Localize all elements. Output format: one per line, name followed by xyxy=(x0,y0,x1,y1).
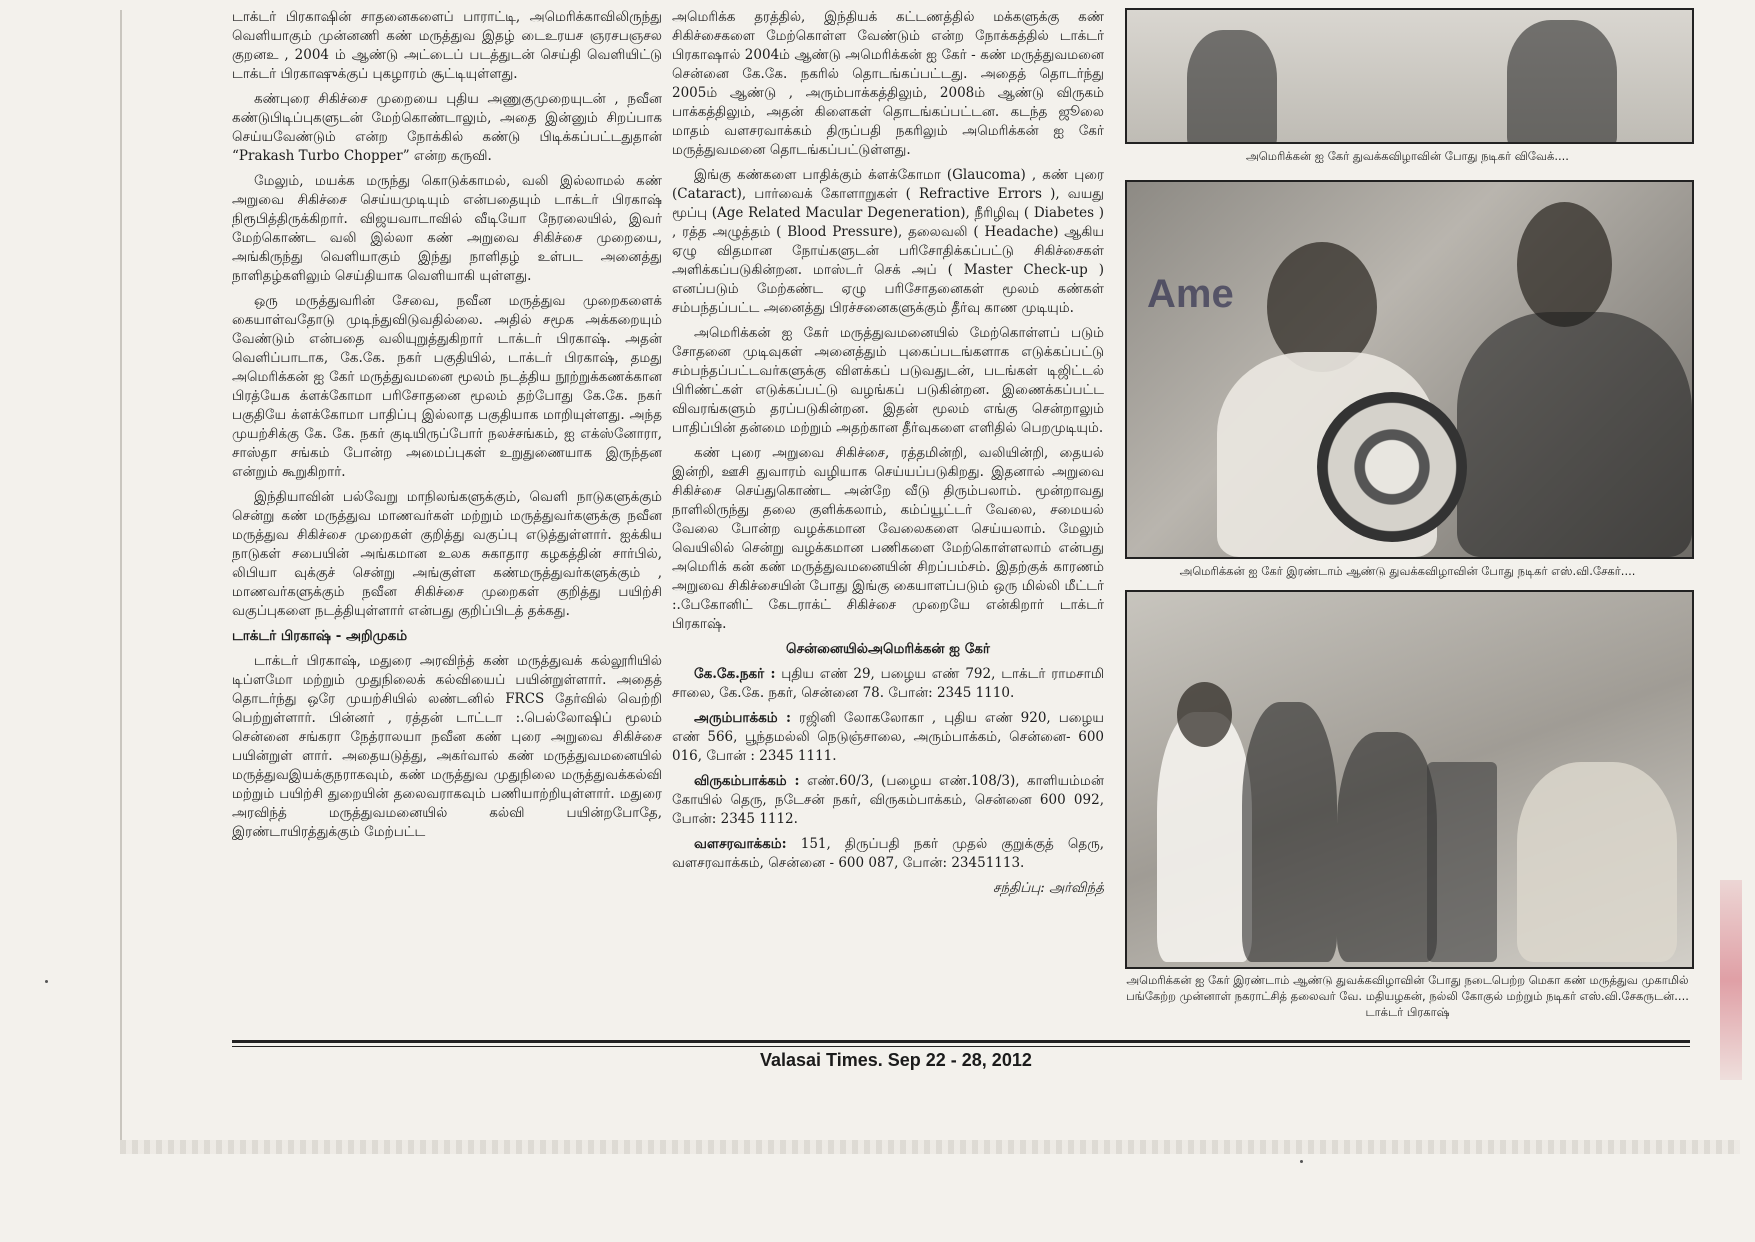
article-column-2 xyxy=(672,8,1104,1018)
scan-side-stain xyxy=(1720,880,1742,1080)
person-silhouette xyxy=(1507,20,1617,144)
paragraph: அமெரிக்கன் ஐ கேர் மருத்துவமனையில் மேற்கொள்ளப் படும் சோதனை முடிவுகள் அனைத்தும் புகைப்படங்களாக எடுக்கப்பட்டு சம்பந்தப்பட்டவர்களுக்கு விளக்கப் படுவதுடன், படங்கள் டிஜிட்டல் பிரிண்ட்கள் எடுக்கப்பட்டு வழங்கப் படுகின்றன. இணைக்கப்பட்ட விவரங்களும் தரப்படுகின்றன. இதன் மூலம் எங்கு சென்றாலும் பாதிப்பின் தன்மை மற்றும் அதற்கான தீர்வுகளை எளிதில் பெறமுடியும். xyxy=(672,325,1104,436)
address-valasaravakkam xyxy=(672,835,1104,873)
article-column-1 xyxy=(232,8,662,1028)
address-text: எண்.60/3, (பழைய எண்.108/3), காளியம்மன் கோயில் தெரு, நடேசன் நகர், விருகம்பாக்கம், சென்னை 600 092, போன்: 2345 1112. xyxy=(672,773,1104,827)
photo-second-anniversary-sv-sekar xyxy=(1125,180,1694,559)
photo-caption: அமெரிக்கன் ஐ கேர் இரண்டாம் ஆண்டு துவக்கவிழாவின் போது நடைபெற்ற மெகா கண் மருத்துவ முகாமில் பங்கேற்ற முன்னாள் நகராட்சித் தலைவர் வே. மதியழகன், நல்லி கோகுல் மற்றும் நடிகர் எஸ்.வி.சேகருடன்.... டாக்டர் பிரகாஷ் xyxy=(1126,973,1689,1019)
scan-left-edge xyxy=(120,10,122,1140)
paragraph: டாக்டர் பிரகாஷின் சாதனைகளைப் பாராட்டி, அமெரிக்காவிலிருந்து வெளியாகும் முன்னணி கண் மருத்துவ இதழ் டைஉரயச ஞரசபஞசல குறனஉ , 2004 ம் ஆண்டு அட்டைப் படத்துடன் செய்தி வெளியிட்டு டாக்டர் பிரகாஷுக்குப் புகழாரம் சூட்டியுள்ளது. xyxy=(232,9,662,82)
photo-inauguration-vivek xyxy=(1125,8,1694,144)
paragraph: இந்தியாவின் பல்வேறு மாநிலங்களுக்கும், வெளி நாடுகளுக்கும் சென்று கண் மருத்துவ மாணவர்கள் மற்றும் மருத்துவர்களுக்கு நவீன மருத்துவ சிகிச்சை முறைகள் குறித்து வகுப்பு எடுத்துள்ளார். ஐக்கிய நாடுகள் சபையின் அங்கமான உலக சுகாதார கழகத்தின் சார்பில், லிபியா வுக்குச் சென்று அங்குள்ள கண்மருத்துவர்களுக்கும் , மாணவர்களுக்கும் நவீன சிகிச்சை முறைகள் குறித்து பயிற்சி வகுப்புகளை நடத்தியுள்ளார் என்பது குறிப்பிடத் தக்கது. xyxy=(232,489,662,619)
paragraph: கண் புரை அறுவை சிகிச்சை, ரத்தமின்றி, வலியின்றி, தையல் இன்றி, ஊசி துவாரம் வழியாக செய்யப்படுகிறது. இதனால் அறுவை சிகிச்சை செய்துகொண்ட அன்றே வீடு திரும்பலாம். மூன்றாவது நாளிலிருந்து தலை குளிக்கலாம், கம்ப்யூட்டர் வேலை, சமையல் வேலை போன்ற வழக்கமான வேலைகளை செய்யலாம். மேலும் வெயிலில் சென்று வழக்கமான பணிகளை மேற்கொள்ளலாம் என்பது அமெரிக் கன் கண் மருத்துவமனையின் சிறப்பம்சம். இதற்குக் காரணம் அறுவை சிகிச்சையின் போது இங்கு கையாளப்படும் ஒரு மில்லி மீட்டர் :.பேகோனிட் கேடராக்ட் சிகிச்சை முறையே என்கிறார் டாக்டர் பிரகாஷ். xyxy=(672,445,1104,632)
paragraph: டாக்டர் பிரகாஷ், மதுரை அரவிந்த் கண் மருத்துவக் கல்லூரியில் டிப்ளமோ மற்றும் முதுநிலைக் கல்வியைப் பயின்றுள்ளார். அதைத் தொடர்ந்து ஒரே முயற்சியில் லண்டனில் FRCS தேர்வில் வெற்றி பெற்றுள்ளார். பின்னர் , ரத்தன் டாட்டா :.பெல்லோஷிப் மூலம் சென்னை சங்கரா நேத்ராலயா நவீன கண் புரை அறுவை சிகிச்சை பயின்றுள் ளார். அதையடுத்து, அகர்வால் கண் மருத்துவமனையில் மருத்துவஇயக்குநராகவும், கண் மருத்துவ முதுநிலை மருத்துவக்கல்வி மற்றும் பயிற்சி துறையின் தலைவராகவும் பணியாற்றியுள்ளார். மதுரை அரவிந்த் மருத்துவமனையில் கல்வி பயின்றபோதே, இரண்டாயிரத்துக்கும் மேற்பட்ட xyxy=(232,653,662,840)
newspaper-footer: Valasai Times. Sep 22 - 28, 2012 xyxy=(760,1050,1032,1070)
address-virugambakkam xyxy=(672,772,1104,829)
address-kk-nagar xyxy=(672,665,1104,703)
paragraph: அமெரிக்க தரத்தில், இந்தியக் கட்டணத்தில் மக்களுக்கு கண் சிகிச்சைகளை மேற்கொள்ள வேண்டும் என்ற நோக்கத்தில் டாக்டர் பிரகாஷால் 2004ம் ஆண்டு அமெரிக்கன் ஐ கேர் - கண் மருத்துவமனை சென்னை கே.கே. நகரில் தொடங்கப்பட்டது. அதைத் தொடர்ந்து 2005ம் ஆண்டு , அரும்பாக்கத்திலும், 2008ம் ஆண்டு விருகம் பாக்கத்திலும், அதன் கிளைகள் தொடங்கப்பட்டன. கடந்த ஜூலை மாதம் வளசரவாக்கம் திருப்பதி நகரிலும் அமெரிக்கன் ஐ கேர் மருத்துவமனை தொடங்கப்பட்டுள்ளது. xyxy=(672,9,1104,158)
person-silhouette xyxy=(1157,712,1252,962)
address-label: விருகம்பாக்கம் : xyxy=(694,773,800,789)
award-plaque xyxy=(1317,392,1467,542)
byline: சந்திப்பு: அர்விந்த் xyxy=(993,880,1104,896)
address-label: அரும்பாக்கம் : xyxy=(694,710,792,726)
footer-rule xyxy=(232,1040,1690,1043)
paragraph: மேலும், மயக்க மருந்து கொடுக்காமல், வலி இல்லாமல் கண் அறுவை சிகிச்சை செய்யமுடியும் என்பதையும் டாக்டர் பிரகாஷ் நிரூபித்திருக்கிறார். விஜயவாடாவில் வீடியோ நேரலையில், இவர் மேற்கொண்ட வலி இல்லா கண் அறுவை சிகிச்சை முறையை, அங்கிருந்து வெளியாகும் இந்து நாளிதழ் உள்பட அனைத்து நாளிதழ்களிலும் செய்தியாக வெளியாகி யுள்ளது. xyxy=(232,173,662,284)
photo-caption: அமெரிக்கன் ஐ கேர் இரண்டாம் ஆண்டு துவக்கவிழாவின் போது நடிகர் எஸ்.வி.சேகர்.... xyxy=(1179,564,1636,578)
person-body xyxy=(1457,312,1692,557)
scan-speck xyxy=(1300,1160,1303,1163)
person-doctor xyxy=(1517,762,1677,962)
person-head xyxy=(1177,682,1232,747)
address-arumbakkam xyxy=(672,709,1104,766)
paragraph: கண்புரை சிகிச்சை முறையை புதிய அணுகுமுறையுடன் , நவீன கண்டுபிடிப்புகளுடன் மேற்கொண்டாலும், அதை இன்னும் சிறப்பாக செய்யவேண்டும் என்ற நோக்கில் கண்டு பிடிக்கப்பட்டதுதான் “Prakash Turbo Chopper” என்ற கருவி. xyxy=(232,91,662,164)
photo-caption: அமெரிக்கன் ஐ கேர் துவக்கவிழாவின் போது நடிகர் விவேக்.... xyxy=(1246,149,1569,163)
footer-rule xyxy=(232,1046,1690,1047)
scan-speck xyxy=(45,980,48,983)
person-silhouette xyxy=(1187,30,1277,144)
address-text: 151, திருப்பதி நகர் முதல் குறுக்குத் தெரு, வளசரவாக்கம், சென்னை - 600 087, போன்: 23451113. xyxy=(672,836,1104,871)
section-heading: சென்னையில்அமெரிக்கன் ஐ கேர் xyxy=(786,641,990,657)
address-text: ரஜினி லோகலோகா , புதிய எண் 920, பழைய எண் 566, பூந்தமல்லி நெடுஞ்சாலை, அரும்பாக்கம், சென்னை- 600 016, போன் : 2345 1111. xyxy=(672,710,1104,764)
banner-sign-text: Ame xyxy=(1147,272,1234,316)
person-head xyxy=(1517,202,1612,327)
paragraph: ஒரு மருத்துவரின் சேவை, நவீன மருத்துவ முறைகளைக் கையாள்வதோடு முடிந்துவிடுவதில்லை. அதில் சமூக அக்கறையும் வேண்டும் என்பதை வலியுறுத்துகிறார் டாக்டர் பிரகாஷ். அதன் வெளிப்பாடாக, கே.கே. நகர் பகுதியில், டாக்டர் பிரகாஷ், தமது அமெரிக்கன் ஐ கேர் மருத்துவமனை மூலம் நடத்திய நூற்றுக்கணக்கான பிரத்யேக க்ளக்கோமா பரிசோதனை மூலம் தற்போது கே.கே. நகர் பகுதியே க்ளக்கோமா பாதிப்பு இல்லாத பகுதியாக மாறியுள்ளது. அந்த முயற்சிக்கு கே. கே. நகர் குடியிருப்போர் நலச்சங்கம், ஐ எக்ஸ்னோரா, சாஸ்தா சங்கம் போன்ற அமைப்புகள் உறுதுணையாக இருந்தன என்றும் கூறுகிறார். xyxy=(232,293,662,480)
person-silhouette xyxy=(1242,702,1337,962)
address-label: கே.கே.நகர் : xyxy=(694,666,776,682)
scan-bottom-edge xyxy=(120,1140,1740,1154)
address-text: புதிய எண் 29, பழைய எண் 792, டாக்டர் ராமசாமி சாலை, கே.கே. நகர், சென்னை 78. போன்: 2345 1110. xyxy=(672,666,1104,701)
section-heading: டாக்டர் பிரகாஷ் - அறிமுகம் xyxy=(232,628,408,644)
address-label: வளசரவாக்கம்: xyxy=(694,836,787,852)
person-silhouette xyxy=(1337,732,1437,962)
photo-mega-eye-camp xyxy=(1125,590,1694,969)
slit-lamp-equipment xyxy=(1427,762,1497,962)
paragraph: இங்கு கண்களை பாதிக்கும் க்ளக்கோமா (Glaucoma) , கண் புரை (Cataract), பார்வைக் கோளாறுகள் ( Refractive Errors ), வயது மூப்பு (Age Related Macular Degeneration), நீரிழிவு ( Diabetes ) , ரத்த அழுத்தம் ( Blood Pressure), தலைவலி ( Headache) ஆகிய ஏழு விதமான நோய்களுடன் பரிசோதிக்கப்பட்டு சிகிச்சைகள் அளிக்கப்படுகின்றன. மாஸ்டர் செக் அப் ( Master Check-up ) எனப்படும் மேற்கண்ட ஏழு பரிசோதனைகள் மூலம் கண்கள் சம்பந்தப்பட்ட அனைத்து பிரச்சனைகளுக்கும் தீர்வு காண முடியும். xyxy=(672,167,1104,316)
